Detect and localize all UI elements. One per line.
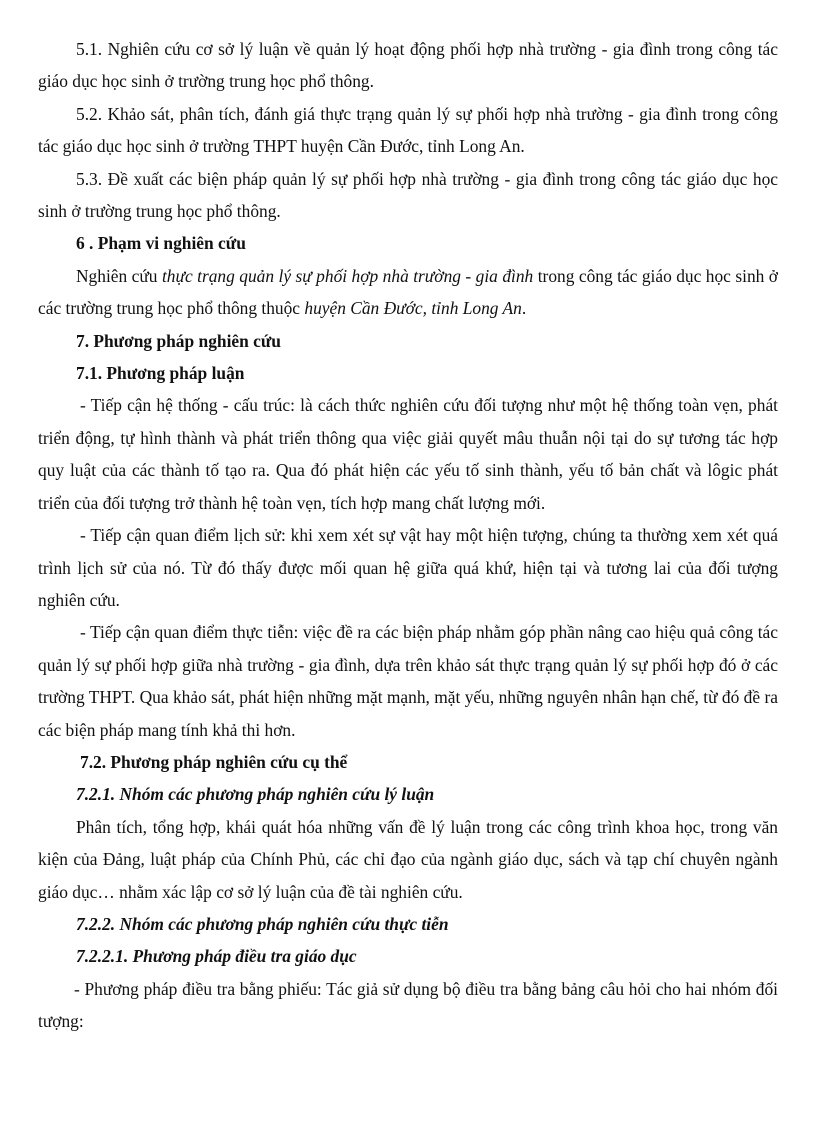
- survey-method-text: - Phương pháp điều tra bằng phiếu: Tác giả sử dụng bộ điều tra bằng bảng câu hỏi cho hai nhóm đối tượng:: [38, 978, 778, 1032]
- methodology-heading: 7.1. Phương pháp luận: [76, 363, 245, 384]
- scope-text-1: Nghiên cứu: [76, 265, 162, 286]
- scope-emphasis-2: huyện Cần Đước, tỉnh Long An: [304, 298, 522, 319]
- scope-heading: 6 . Phạm vi nghiên cứu: [76, 233, 246, 254]
- approach-practical: - Tiếp cận quan điểm thực tiễn: việc đề ra các biện pháp nhằm góp phần nâng cao hiệu quả công tác quản lý sự phối hợp giữa nhà trường - gia đình, dựa trên khảo sát thực trạng quản lý sự phối hợp đó ở các trường THPT. Qua khảo sát, phát hiện những mặt mạnh, mặt yếu, những nguyên nhân hạn chế, từ đó đề ra các biện pháp mang tính khả thi hơn.: [38, 622, 778, 740]
- scope-paragraph: [38, 260, 778, 325]
- theory-methods-heading: 7.2.1. Nhóm các phương pháp nghiên cứu lý luận: [76, 784, 435, 805]
- approach-system-structure: - Tiếp cận hệ thống - cấu trúc: là cách thức nghiên cứu đối tượng như một hệ thống toàn vẹn, phát triển động, tự hình thành và phát triển thông qua việc giải quyết mâu thuẫn nội tại do sự tương tác hợp quy luật của các thành tố tạo ra. Qua đó phát hiện các yếu tố sinh thành, yếu tố bản chất và lôgic phát triển của đối tượng trở thành hệ toàn vẹn, tích hợp mang chất lượng mới.: [38, 395, 778, 513]
- objective-5-1: 5.1. Nghiên cứu cơ sở lý luận về quản lý hoạt động phối hợp nhà trường - gia đình trong công tác giáo dục học sinh ở trường trung học phổ thông.: [38, 39, 778, 92]
- practice-methods-heading: 7.2.2. Nhóm các phương pháp nghiên cứu thực tiễn: [76, 913, 449, 934]
- objective-5-2: 5.2. Khảo sát, phân tích, đánh giá thực trạng quản lý sự phối hợp nhà trường - gia đình trong công tác giáo dục học sinh ở trường THPT huyện Cần Đước, tỉnh Long An.: [38, 103, 778, 157]
- theory-methods-text: Phân tích, tổng hợp, khái quát hóa những vấn đề lý luận trong các công trình khoa học, trong văn kiện của Đảng, luật pháp của Chính Phủ, các chỉ đạo của ngành giáo dục, sách và tạp chí chuyên ngành giáo dục… nhằm xác lập cơ sở lý luận của đề tài nghiên cứu.: [38, 816, 778, 902]
- scope-text-2: trong công tác giáo dục học sinh ở các trường trung học phổ thông thuộc: [38, 265, 778, 319]
- methods-heading: 7. Phương pháp nghiên cứu: [76, 330, 281, 351]
- approach-historical: - Tiếp cận quan điểm lịch sử: khi xem xét sự vật hay một hiện tượng, chúng ta thường xem xét quá trình lịch sử của nó. Từ đó thấy được mối quan hệ giữa quá khứ, hiện tại và tương lai của đối tượng nghiên cứu.: [38, 525, 778, 610]
- scope-text-3: .: [521, 298, 527, 319]
- scope-emphasis-1: thực trạng quản lý sự phối hợp nhà trường - gia đình: [161, 265, 534, 286]
- survey-method-heading: 7.2.2.1. Phương pháp điều tra giáo dục: [76, 946, 357, 967]
- objective-5-3: 5.3. Đề xuất các biện pháp quản lý sự phối hợp nhà trường - gia đình trong công tác giáo dục học sinh ở trường trung học phổ thông.: [38, 168, 778, 222]
- specific-methods-heading: 7.2. Phương pháp nghiên cứu cụ thể: [80, 751, 348, 772]
